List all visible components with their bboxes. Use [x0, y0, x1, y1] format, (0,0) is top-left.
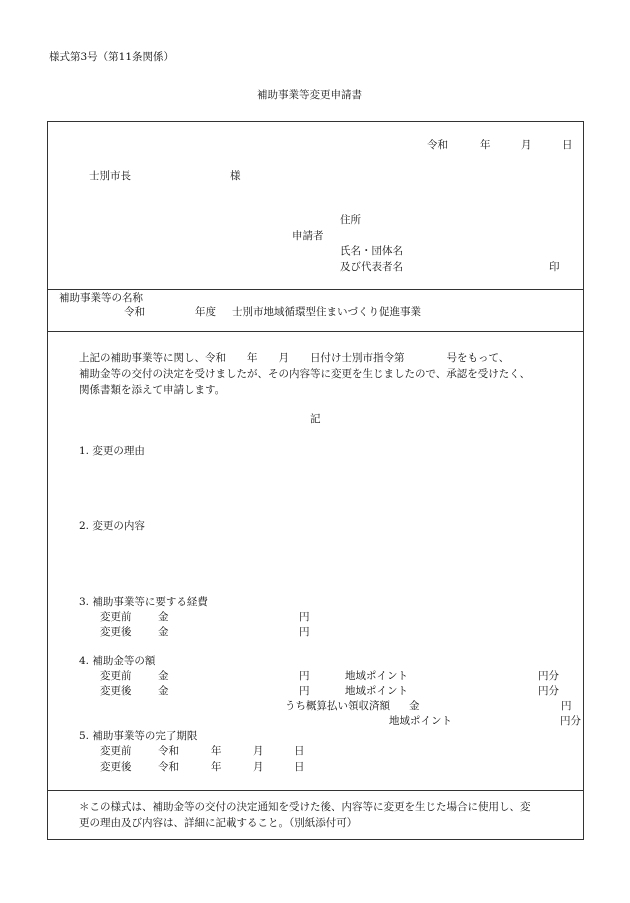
applicant-address-label: 住所 — [340, 214, 361, 226]
expense-after-kin: 金 — [158, 626, 169, 638]
expense-before-kin: 金 — [158, 611, 169, 623]
addressee-name: 士別市長 — [89, 170, 131, 182]
applicant-name-label: 氏名・団体名 — [340, 245, 403, 257]
deadline-after-month: 月 — [253, 761, 264, 773]
divider — [47, 331, 584, 332]
ki-mark: 記 — [310, 413, 321, 425]
item-expense: 3. 補助事業等に要する経費 — [79, 596, 208, 608]
note-line-1: ＊この様式は、補助金等の交付の決定通知を受けた後、内容等に変更を生じた場合に使用し、変 — [79, 801, 531, 813]
project-era: 令和 — [124, 306, 145, 318]
grant-before-kin: 金 — [158, 670, 169, 682]
applicant-label: 申請者 — [292, 230, 324, 242]
seal-mark: 印 — [549, 261, 560, 273]
grant-before-label: 変更前 — [100, 670, 132, 682]
form-label: 様式第3号（第11条関係） — [49, 51, 175, 63]
grant-after-label: 変更後 — [100, 685, 132, 697]
grant-advance-point: 地域ポイント — [389, 715, 452, 727]
item-grant: 4. 補助金等の額 — [79, 655, 156, 667]
divider — [47, 790, 584, 791]
grant-advance-kin: 金 — [409, 700, 420, 712]
date-month: 月 — [521, 139, 532, 151]
grant-before-yen-bun: 円分 — [538, 670, 559, 682]
deadline-before-label: 変更前 — [100, 745, 132, 757]
deadline-before-month: 月 — [253, 745, 264, 757]
deadline-before-day: 日 — [294, 745, 305, 757]
body-line-2: 補助金等の交付の決定を受けましたが、その内容等に変更を生じましたので、承認を受けたく、 — [79, 368, 531, 380]
grant-before-point: 地域ポイント — [345, 670, 408, 682]
grant-advance-yen: 円 — [561, 700, 572, 712]
body-line-1: 上記の補助事業等に関し、令和 年 月 日付け士別市指令第 号をもって、 — [79, 352, 510, 364]
item-deadline: 5. 補助事業等の完了期限 — [79, 730, 198, 742]
expense-after-yen: 円 — [299, 626, 310, 638]
grant-after-kin: 金 — [158, 685, 169, 697]
deadline-after-year: 年 — [211, 761, 222, 773]
deadline-before-year: 年 — [211, 745, 222, 757]
project-heading: 補助事業等の名称 — [59, 292, 143, 304]
expense-before-yen: 円 — [299, 611, 310, 623]
expense-after-label: 変更後 — [100, 626, 132, 638]
grant-before-yen: 円 — [299, 670, 310, 682]
deadline-after-era: 令和 — [158, 761, 179, 773]
date-year: 年 — [480, 139, 491, 151]
expense-before-label: 変更前 — [100, 611, 132, 623]
addressee-honorific: 様 — [230, 170, 241, 182]
page-title: 補助事業等変更申請書 — [257, 89, 362, 101]
deadline-after-day: 日 — [294, 761, 305, 773]
item-content: 2. 変更の内容 — [79, 520, 145, 532]
date-day: 日 — [562, 139, 573, 151]
grant-after-yen-bun: 円分 — [538, 685, 559, 697]
grant-advance-yen-bun: 円分 — [560, 715, 581, 727]
applicant-representative-label: 及び代表者名 — [340, 261, 403, 273]
grant-after-yen: 円 — [299, 685, 310, 697]
project-fiscal-year: 年度 — [195, 306, 216, 318]
project-name: 士別市地域循環型住まいづくり促進事業 — [232, 306, 421, 318]
divider — [47, 289, 584, 290]
grant-after-point: 地域ポイント — [345, 685, 408, 697]
grant-advance-label: うち概算払い領収済額 — [285, 700, 390, 712]
body-line-3: 関係書類を添えて申請します。 — [79, 384, 226, 396]
date-era: 令和 — [427, 139, 448, 151]
deadline-after-label: 変更後 — [100, 761, 132, 773]
item-reason: 1. 変更の理由 — [79, 445, 145, 457]
deadline-before-era: 令和 — [158, 745, 179, 757]
note-line-2: 更の理由及び内容は、詳細に記載すること。（別紙添付可） — [79, 817, 358, 829]
